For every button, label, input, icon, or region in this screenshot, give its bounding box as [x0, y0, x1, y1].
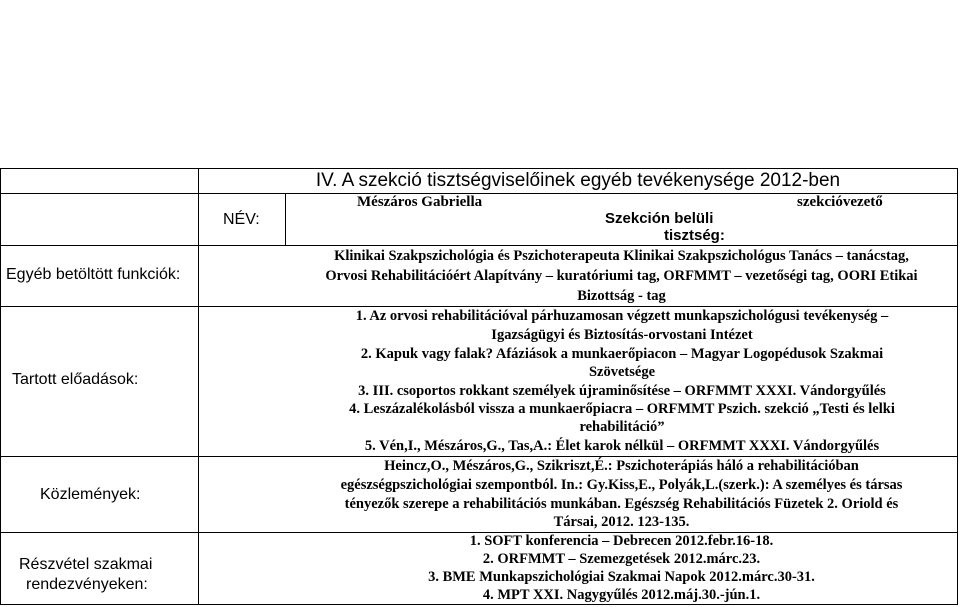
functions-line-2: Orvosi Rehabilitációért Alapítvány – kuratóriumi tag, ORFMMT – vezetőségi tag, OORI Etikai	[325, 268, 918, 284]
lecture-line-5: 3. III. csoportos rokkant személyek újraminősítése – ORFMMT XXXI. Vándorgyűlés	[358, 383, 886, 399]
lecture-line-2: Igazságügyi és Biztosítás-orvostani Intézet	[491, 327, 753, 343]
event-line-4: 4. MPT XXI. Nagygyűlés 2012.máj.30.-jún.1.	[482, 587, 761, 603]
publication-line-3: tényezők szerepe a rehabilitációs munkában. Egészség Rehabilitációs Füzetek 2. Oriold és	[344, 496, 899, 512]
label-column-divider	[198, 168, 199, 605]
lecture-line-8: 5. Vén,I., Mészáros,G., Tas,A.: Élet karok nélkül – ORFMMT XXXI. Vándorgyűlés	[364, 438, 880, 454]
lecture-line-1: 1. Az orvosi rehabilitációval párhuzamosan végzett munkapszichológusi tevékenység –	[355, 308, 889, 324]
name-label: NÉV:	[223, 211, 260, 228]
lectures-label: Tartott előadások:	[12, 371, 139, 388]
events-label-line1: Részvétel szakmai	[19, 556, 153, 573]
role-value: szekcióvezető	[797, 194, 883, 210]
functions-line-3: Bizottság - tag	[577, 288, 666, 304]
lecture-line-4: Szövetsége	[588, 364, 656, 380]
lecture-line-7: rehabilitáció”	[579, 419, 665, 435]
position-label-line1: Szekción belüli	[605, 210, 714, 227]
person-name: Mészáros Gabriella	[357, 194, 483, 210]
publications-label: Közlemények:	[40, 486, 141, 503]
event-line-3: 3. BME Munkapszichológiai Szakmai Napok 2012.márc.30-31.	[428, 569, 815, 585]
publication-line-2: egészségpszichológiai szempontból. In.: Gy.Kiss,E., Polyák,L.(szerk.): A személyes és társas	[340, 477, 903, 493]
event-line-2: 2. ORFMMT – Szemezgetések 2012.márc.23.	[482, 551, 761, 567]
publication-line-4: Társai, 2012. 123-135.	[553, 514, 690, 530]
name-label-divider	[285, 193, 286, 245]
lecture-line-6: 4. Leszázalékolásból vissza a munkaerőpiacra – ORFMMT Pszich. szekció „Testi és lelki	[349, 401, 895, 417]
publication-line-1: Heincz,O., Mészáros,G., Szikriszt,É.: Pszichoterápiás háló a rehabilitációban	[384, 458, 859, 474]
functions-label: Egyéb betöltött funkciók:	[6, 266, 181, 283]
section-title: IV. A szekció tisztségviselőinek egyéb tevékenysége 2012-ben	[315, 170, 841, 191]
events-label-line2: rendezvényeken:	[26, 576, 148, 593]
lecture-line-3: 2. Kapuk vagy falak? Afáziások a munkaerőpiacon – Magyar Logopédusok Szakmai	[360, 346, 884, 362]
functions-line-1: Klinikai Szakpszichológia és Pszichoterapeuta Klinikai Szakpszichológus Tanács – tanácstag,	[334, 248, 909, 264]
position-label-line2: tisztség:	[664, 227, 725, 244]
event-line-1: 1. SOFT konferencia – Debrecen 2012.febr.16-18.	[469, 533, 774, 549]
